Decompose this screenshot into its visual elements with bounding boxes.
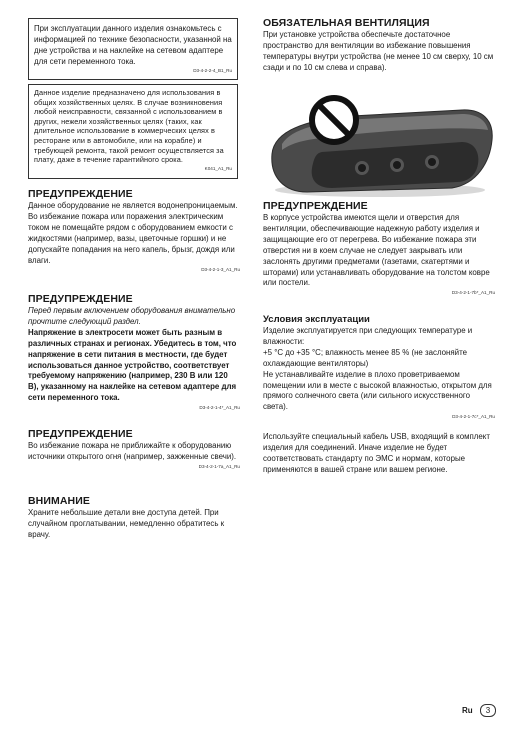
- speaker-device-illustration: [262, 92, 496, 200]
- usb-section: [263, 432, 495, 476]
- ventilation-title: ОБЯЗАТЕЛЬНАЯ ВЕНТИЛЯЦИЯ: [263, 17, 430, 29]
- warning-water-text: Данное оборудование не является водонепроницаемым. Во избежание пожара или поражения электрическим током не помещайте рядом с оборудованием емкости с жидкостями (например, вазы, цветочные горшки) и не допускайте попадания на него капель, брызг, дождя или влаги.: [28, 201, 238, 265]
- attention-text: Храните небольшие детали вне доступа детей. При случайном проглатывании, немедленно обратитесь к врачу.: [28, 508, 225, 539]
- warning-fire-title: ПРЕДУПРЕЖДЕНИЕ: [28, 428, 133, 440]
- conditions-text: Изделие эксплуатируется при следующих температуре и влажности: +5 °C до +35 °C; влажность менее 85 % (не заслоняйте охлаждающие вентиляторы) Не устанавливайте изделие в плохо проветриваемом помещении или в месте с высокой влажностью, открытом для прямого солнечного света (или сильного искусственного света).: [263, 326, 492, 412]
- ventilation-text: При установке устройства обеспечьте достаточное пространство для вентиляции во избежание повышения температуры внутри устройства (не менее 10 см сверху, 10 см сзади и по 10 см слева и справа).: [263, 30, 494, 72]
- safety-notice-box: [28, 18, 238, 80]
- warning-vents-title: ПРЕДУПРЕЖДЕНИЕ: [263, 200, 368, 212]
- household-use-text: Данное изделие предназначено для использования в общих хозяйственных целях. В случае возникновения любой неисправности, связанной с использованием в других, нежели хозяйственных целях (таких, как длительное использование в коммерческих целях в ресторане или в автомобиле, или на корабле) и требующей ремонта, такой ремонт осуществляется за плату, даже в течение гарантийного срока.: [34, 88, 224, 165]
- warning-water-section: [28, 188, 240, 273]
- warning-voltage-section: [28, 293, 240, 411]
- safety-notice-text: При эксплуатации данного изделия ознакомьтесь с информацией по технике безопасности, указанной на дне устройства и на наклейке на сетевом адаптере для сети переменного тока.: [34, 24, 232, 66]
- language-label: Ru: [462, 706, 473, 715]
- doc-code: K041_A1_Ru: [204, 165, 232, 171]
- doc-code: D3-4-2-2-4_B1_Ru: [193, 68, 232, 73]
- doc-code: D3-4-2-1-4*_A1_Ru: [199, 405, 240, 411]
- warning-vents-text: В корпусе устройства имеются щели и отверстия для вентиляции, обеспечивающие надежную работу изделия и защищающие его от перегрева. Во избежание пожара эти отверстия ни в коем случае не следует закрывать или заслонять другими предметами (газетами, скатертями и шторами) или устанавливать оборудование на толстом ковре или постели.: [263, 213, 490, 288]
- prohibition-sign-icon: [312, 98, 356, 142]
- attention-section: [28, 495, 240, 541]
- doc-code: D3-4-2-1-7a_A1_Ru: [198, 463, 240, 469]
- conditions-title: Условия эксплуатации: [263, 314, 370, 325]
- doc-code: D3-4-2-1-7b*_A1_Ru: [451, 290, 495, 296]
- warning-voltage-intro: Перед первым включением оборудования внимательно прочтите следующий раздел.: [28, 306, 236, 326]
- warning-water-title: ПРЕДУПРЕЖДЕНИЕ: [28, 188, 133, 200]
- attention-title: ВНИМАНИЕ: [28, 495, 90, 507]
- ventilation-section: [263, 17, 495, 74]
- page-number: 3: [480, 704, 496, 717]
- warning-fire-section: [28, 428, 240, 470]
- warning-fire-text: Во избежание пожара не приближайте к оборудованию источники открытого огня (например, зажженные свечи).: [28, 441, 237, 461]
- warning-vents-section: [263, 200, 495, 296]
- doc-code: D3-4-2-1-7c*_A1_Ru: [452, 414, 495, 420]
- household-use-box: [28, 84, 238, 179]
- warning-voltage-title: ПРЕДУПРЕЖДЕНИЕ: [28, 293, 133, 305]
- usb-text: Используйте специальный кабель USB, входящий в комплект изделия для соединений. Иначе изделие не будет соответствовать стандарту по ЭМС и нормам, которые применяются в вашей стране или вашем регионе.: [263, 432, 490, 474]
- conditions-section: [263, 314, 495, 420]
- warning-voltage-text: Напряжение в электросети может быть разным в различных странах и регионах. Убедитесь в том, что напряжение в сети питания в местности, где будет использоваться данное устройство, соответствует требуемому напряжению (например, 230 В или 120 В), указанному на наклейке на сетевом адаптере для сети переменного тока.: [28, 327, 237, 403]
- doc-code: D3-4-2-1-3_A1_Ru: [201, 267, 240, 273]
